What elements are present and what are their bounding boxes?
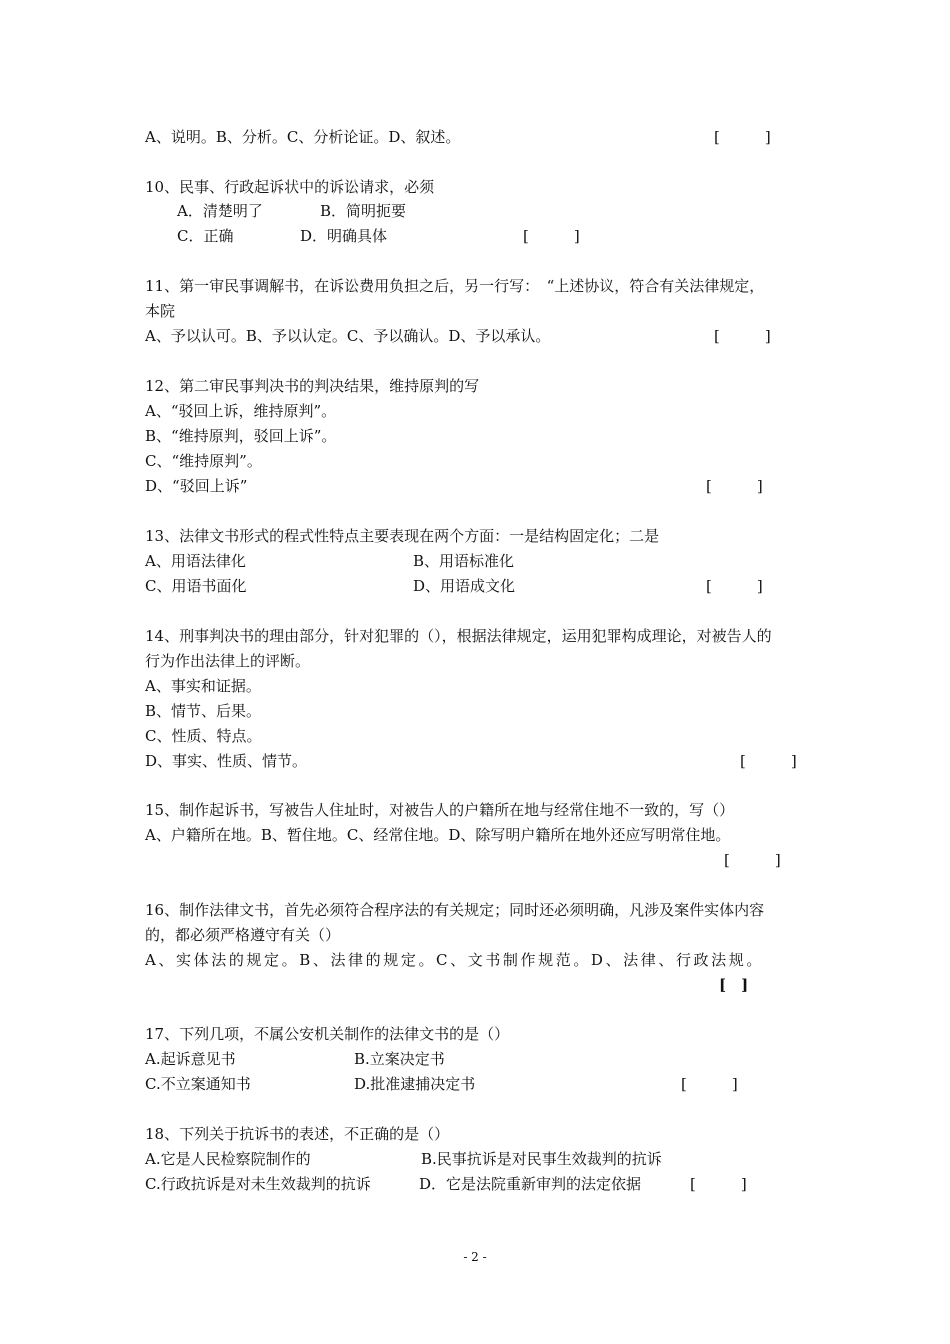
q13-option-d: D、用语成文化 xyxy=(413,577,516,595)
q18-option-d: D．它是法院重新审判的法定依据 xyxy=(419,1175,642,1193)
q12-option-c: C、“维持原判”。 xyxy=(145,452,262,470)
q11-stem-line1: 11、第一审民事调解书，在诉讼费用负担之后，另一行写： “上述协议，符合有关法律规定， xyxy=(145,277,765,295)
q17-option-b: B.立案决定书 xyxy=(354,1050,445,1068)
q11-options: A、予以认可。B、予以认定。C、予以确认。D、予以承认。 xyxy=(145,327,551,345)
q11-answer-bracket: [ ] xyxy=(714,327,771,345)
q10-stem: 10、民事、行政起诉状中的诉讼请求，必须 xyxy=(145,178,435,196)
q17-answer-bracket: [ ] xyxy=(681,1075,738,1093)
q10-option-c: C．正确 xyxy=(177,227,234,245)
q18-stem: 18、下列关于抗诉书的表述，不正确的是（） xyxy=(145,1125,450,1143)
q14-option-c: C、性质、特点。 xyxy=(145,727,262,745)
q14-option-d: D、事实、性质、情节。 xyxy=(145,752,308,770)
q10-answer-bracket: [ ] xyxy=(523,227,580,245)
q18-option-a: A.它是人民检察院制作的 xyxy=(145,1150,311,1168)
q13-option-b: B、用语标准化 xyxy=(413,552,515,570)
q13-option-a: A、用语法律化 xyxy=(145,552,246,570)
q10-option-d: D．明确具体 xyxy=(300,227,388,245)
page-number: - 2 - xyxy=(463,1250,487,1264)
q17-option-d: D.批准逮捕决定书 xyxy=(354,1075,476,1093)
q15-answer-bracket: [ ] xyxy=(724,851,781,869)
q16-answer-bracket: [ ] xyxy=(719,976,749,994)
q13-stem: 13、法律文书形式的程式性特点主要表现在两个方面：一是结构固定化；二是 xyxy=(145,527,660,545)
q18-option-c: C.行政抗诉是对未生效裁判的抗诉 xyxy=(145,1175,371,1193)
q18-answer-bracket: [ ] xyxy=(690,1175,747,1193)
q9-options: A、说明。B、分析。C、分析论证。D、叙述。 xyxy=(145,128,461,146)
q14-option-a: A、事实和证据。 xyxy=(145,677,261,695)
q12-option-a: A、“驳回上诉，维持原判”。 xyxy=(145,402,337,420)
q9-answer-bracket: [ ] xyxy=(714,128,771,146)
q18-option-b: B.民事抗诉是对民事生效裁判的抗诉 xyxy=(421,1150,662,1168)
q17-option-a: A.起诉意见书 xyxy=(145,1050,236,1068)
q14-stem-line1: 14、刑事判决书的理由部分，针对犯罪的（），根据法律规定，运用犯罪构成理论，对被告人的 xyxy=(145,627,772,645)
q16-stem-line1: 16、制作法律文书，首先必须符合程序法的有关规定；同时还必须明确，凡涉及案件实体内容 xyxy=(145,901,765,919)
q15-options: A、户籍所在地。B、暂住地。C、经常住地。D、除写明户籍所在地外还应写明常住地。 xyxy=(145,826,731,844)
q15-stem: 15、制作起诉书，写被告人住址时，对被告人的户籍所在地与经常住地不一致的，写（） xyxy=(145,801,735,819)
q14-answer-bracket: [ ] xyxy=(740,752,797,770)
q12-option-b: B、“维持原判，驳回上诉”。 xyxy=(145,427,337,445)
q12-stem: 12、第二审民事判决书的判决结果，维持原判的写 xyxy=(145,377,480,395)
q14-option-b: B、情节、后果。 xyxy=(145,702,262,720)
q16-stem-line2: 的，都必须严格遵守有关（） xyxy=(145,926,341,944)
q10-option-a: A．清楚明了 xyxy=(177,202,263,220)
q12-option-d: D、“驳回上诉” xyxy=(145,477,248,495)
q13-option-c: C、用语书面化 xyxy=(145,577,247,595)
q16-options: A、实体法的规定。B、法律的规定。C、文书制作规范。D、法律、行政法规。 xyxy=(145,951,764,969)
q10-option-b: B．简明扼要 xyxy=(320,202,407,220)
q13-answer-bracket: [ ] xyxy=(706,577,763,595)
q17-option-c: C.不立案通知书 xyxy=(145,1075,251,1093)
q12-answer-bracket: [ ] xyxy=(706,477,763,495)
q14-stem-line2: 行为作出法律上的评断。 xyxy=(145,652,311,670)
q11-stem-line2: 本院 xyxy=(145,302,176,320)
q17-stem: 17、下列几项，不属公安机关制作的法律文书的是（） xyxy=(145,1025,510,1043)
